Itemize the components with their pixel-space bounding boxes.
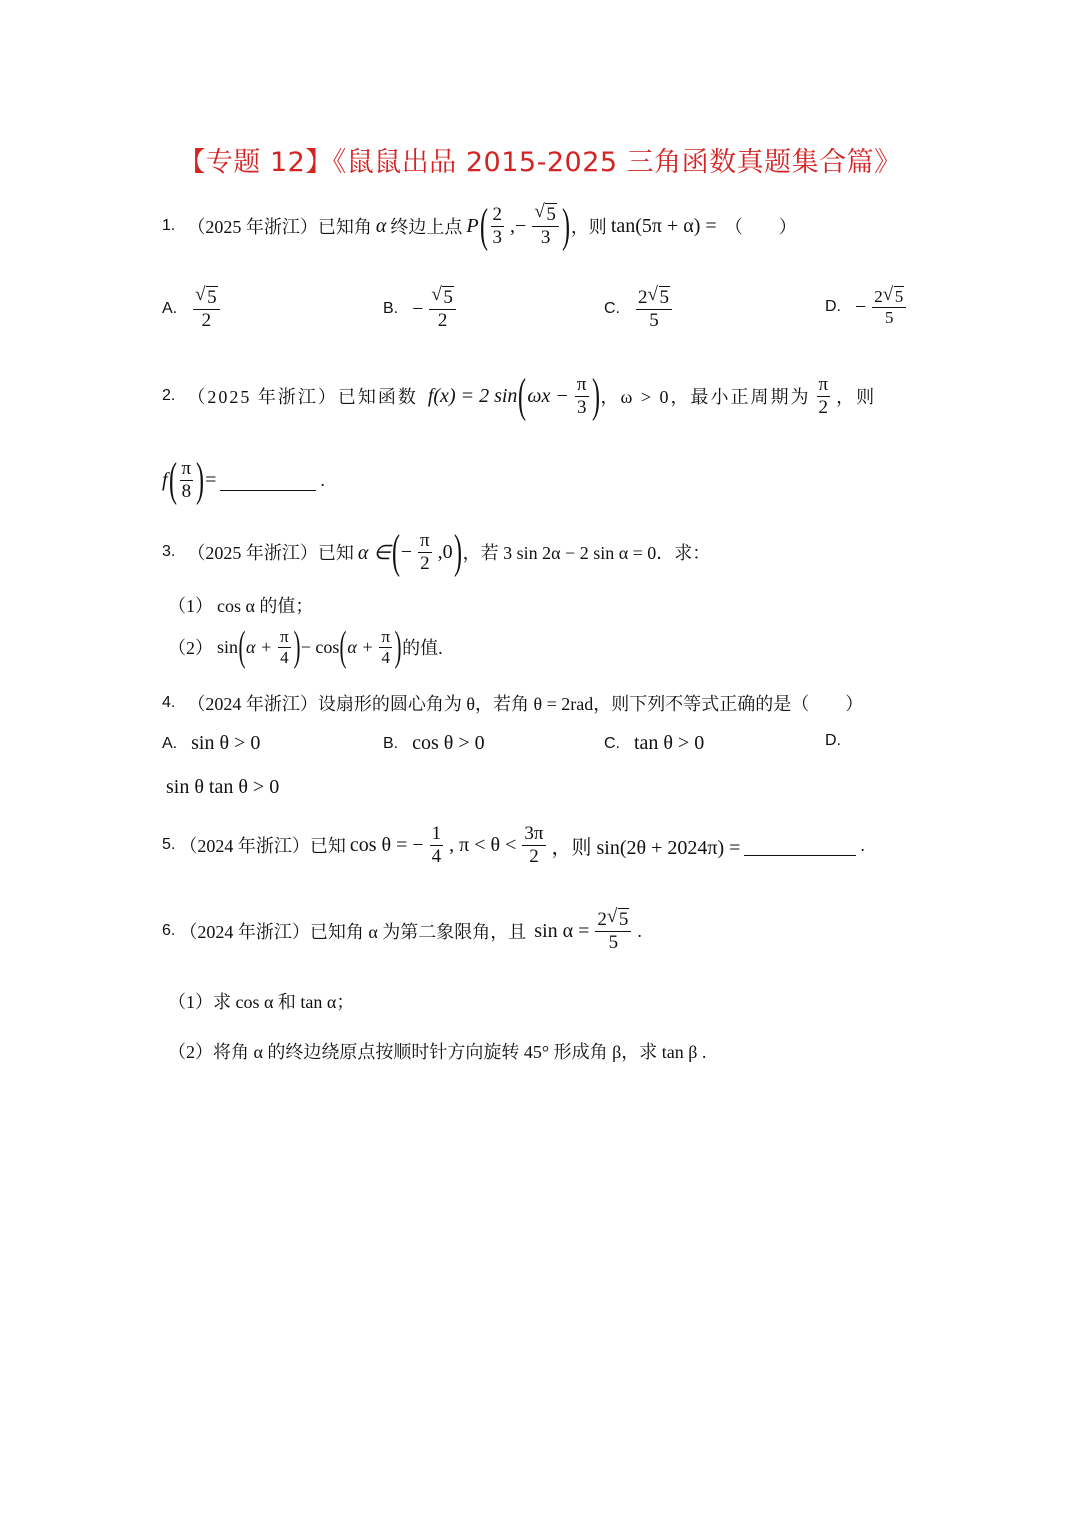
- math-expression: ，则 sin(2θ + 2024π) =: [551, 836, 741, 859]
- paren-right: ): [591, 369, 600, 422]
- answer-blank: [744, 835, 856, 856]
- fraction: √ 5 2: [429, 288, 456, 331]
- math-expression: tan(5π + α) =: [610, 214, 717, 237]
- option-label: B.: [383, 734, 399, 752]
- equals: =: [205, 468, 217, 491]
- option-c: [604, 732, 704, 755]
- question-text: （2024 年浙江）设扇形的圆心角为 θ，若角 θ = 2rad，则下列不等式正确的是（ ）: [187, 694, 864, 714]
- sub-question-1: [168, 592, 313, 618]
- question-text: ，则: [836, 387, 877, 407]
- minus: −: [400, 540, 413, 563]
- math-expression: α +: [246, 636, 273, 657]
- option-d-text: [166, 776, 279, 799]
- question-number: 6.: [162, 922, 176, 940]
- option-b: [383, 732, 485, 755]
- math-expression: sin: [217, 636, 239, 657]
- option-text: tan θ > 0: [634, 732, 705, 754]
- math-expression: α +: [347, 636, 374, 657]
- sub-text: （2）将角 α 的终边绕原点按顺时针方向旋转 45° 形成角 β，求 tan β .: [168, 1042, 707, 1062]
- option-text: sin θ tan θ > 0: [166, 776, 280, 798]
- question-source: （2025 年浙江）已知角: [187, 217, 372, 237]
- question-number: 5.: [162, 836, 176, 854]
- fraction: √ 5 3: [532, 205, 559, 248]
- fraction: $\frac{\pi}{2}$: [818, 373, 829, 418]
- fraction: 2 √ 5 5: [595, 910, 631, 953]
- paren-left: (: [518, 369, 527, 422]
- fraction: $\frac{3\pi}{2}$: [524, 823, 544, 867]
- fraction: $\frac{\pi}{4}$: [280, 626, 289, 667]
- fraction: $\frac{\pi}{8}$: [181, 457, 192, 502]
- math-expression: f(x) = 2 sin: [427, 384, 518, 407]
- question-5: [162, 824, 865, 867]
- fraction: $\frac{\pi}{2}$: [420, 529, 430, 574]
- question-text: ，则: [570, 217, 607, 237]
- paren-left: (: [339, 624, 347, 670]
- fraction: 2 √ 5 5: [872, 288, 906, 327]
- math-expression: α ∈: [357, 541, 391, 564]
- paren-right: ): [394, 624, 402, 670]
- fraction: $\frac{2}{3}$: [492, 203, 503, 248]
- answer-blank: [220, 470, 316, 491]
- paren-right: ): [293, 624, 301, 670]
- question-source: （2025 年浙江）已知: [187, 543, 354, 563]
- sub-question-2: [168, 1038, 706, 1064]
- question-1: 1. （2025 年浙江）已知角 α 终边上点 P ( $\frac{2}{3}$ ,− √ 5 3 ) ，则 tan(5π + α) = （ ）: [162, 199, 797, 252]
- option-sign: −: [855, 295, 867, 318]
- paren-right: ): [196, 453, 205, 506]
- question-2-answer: [162, 453, 325, 506]
- sub-number: （1）: [168, 596, 213, 616]
- question-number: 4.: [162, 694, 176, 711]
- option-label: C.: [604, 734, 620, 752]
- math-expression: ωx −: [527, 384, 569, 407]
- question-number: 1.: [162, 217, 176, 234]
- option-label: A.: [162, 734, 178, 752]
- sub-text: 的值.: [402, 638, 443, 658]
- question-2: [162, 369, 877, 422]
- answer-paren: （ ）: [724, 217, 797, 237]
- question-number: 3.: [162, 543, 176, 560]
- option-sign: −: [412, 297, 424, 320]
- fraction: $\frac{\pi}{3}$: [576, 373, 587, 418]
- question-source: （2024 年浙江）已知角 α 为第二象限角，且: [179, 922, 527, 943]
- math-expression: , π < θ <: [449, 833, 517, 856]
- math-expression: sin α =: [534, 919, 590, 942]
- sub-text: （1）求 cos α 和 tan α；: [168, 992, 355, 1012]
- option-label: D.: [825, 732, 841, 749]
- question-text: ，若 3 sin 2α − 2 sin α = 0．求：: [462, 543, 711, 563]
- question-source: （2025 年浙江）已知函数: [187, 387, 418, 407]
- option-c: [604, 284, 674, 331]
- paren-right: ): [453, 525, 462, 578]
- option-text: cos θ > 0: [412, 732, 485, 754]
- fraction: √ 5 2: [193, 288, 220, 331]
- period: .: [860, 834, 865, 855]
- fraction: $\frac{\pi}{4}$: [381, 626, 391, 667]
- option-label: D.: [825, 298, 841, 316]
- question-6: [162, 906, 642, 953]
- question-text: ，ω > 0，最小正周期为: [600, 387, 811, 407]
- math-expression: − cos: [300, 636, 340, 657]
- paren-right: ): [561, 199, 570, 252]
- option-label: C.: [604, 300, 620, 318]
- option-b: [383, 284, 458, 331]
- period: .: [637, 920, 642, 941]
- question-source: （2024 年浙江）已知: [179, 836, 346, 857]
- math-var: f: [162, 468, 168, 491]
- fraction: $\frac{1}{4}$: [431, 823, 442, 867]
- option-label: B.: [383, 300, 399, 318]
- page-title: 【专题 12】《鼠鼠出品 2015-2025 三角函数真题集合篇》: [178, 147, 902, 178]
- math-var: α: [375, 214, 387, 237]
- option-a: [162, 732, 260, 755]
- math-expression: cos θ = −: [349, 833, 424, 856]
- question-number: 2.: [162, 387, 176, 404]
- sub-question-2: [168, 626, 443, 668]
- paren-left: (: [238, 624, 246, 670]
- option-label: A.: [162, 300, 178, 318]
- option-a: [162, 284, 222, 331]
- option-text: sin θ > 0: [191, 732, 261, 754]
- sub-text: cos α 的值；: [217, 596, 314, 616]
- paren-left: (: [168, 453, 177, 506]
- math-var: P: [466, 214, 479, 237]
- fraction: 2 √ 5 5: [636, 288, 672, 331]
- sub-question-1: [168, 988, 354, 1014]
- math-expression: ,0: [437, 540, 453, 563]
- option-d: [825, 732, 851, 750]
- sub-number: （2）: [168, 638, 213, 658]
- question-4: [162, 690, 863, 716]
- option-d: [825, 284, 908, 327]
- question-text: 终边上点: [390, 217, 463, 237]
- question-3: [162, 525, 711, 578]
- paren-left: (: [391, 525, 400, 578]
- paren-left: (: [479, 199, 488, 252]
- period: .: [320, 469, 325, 490]
